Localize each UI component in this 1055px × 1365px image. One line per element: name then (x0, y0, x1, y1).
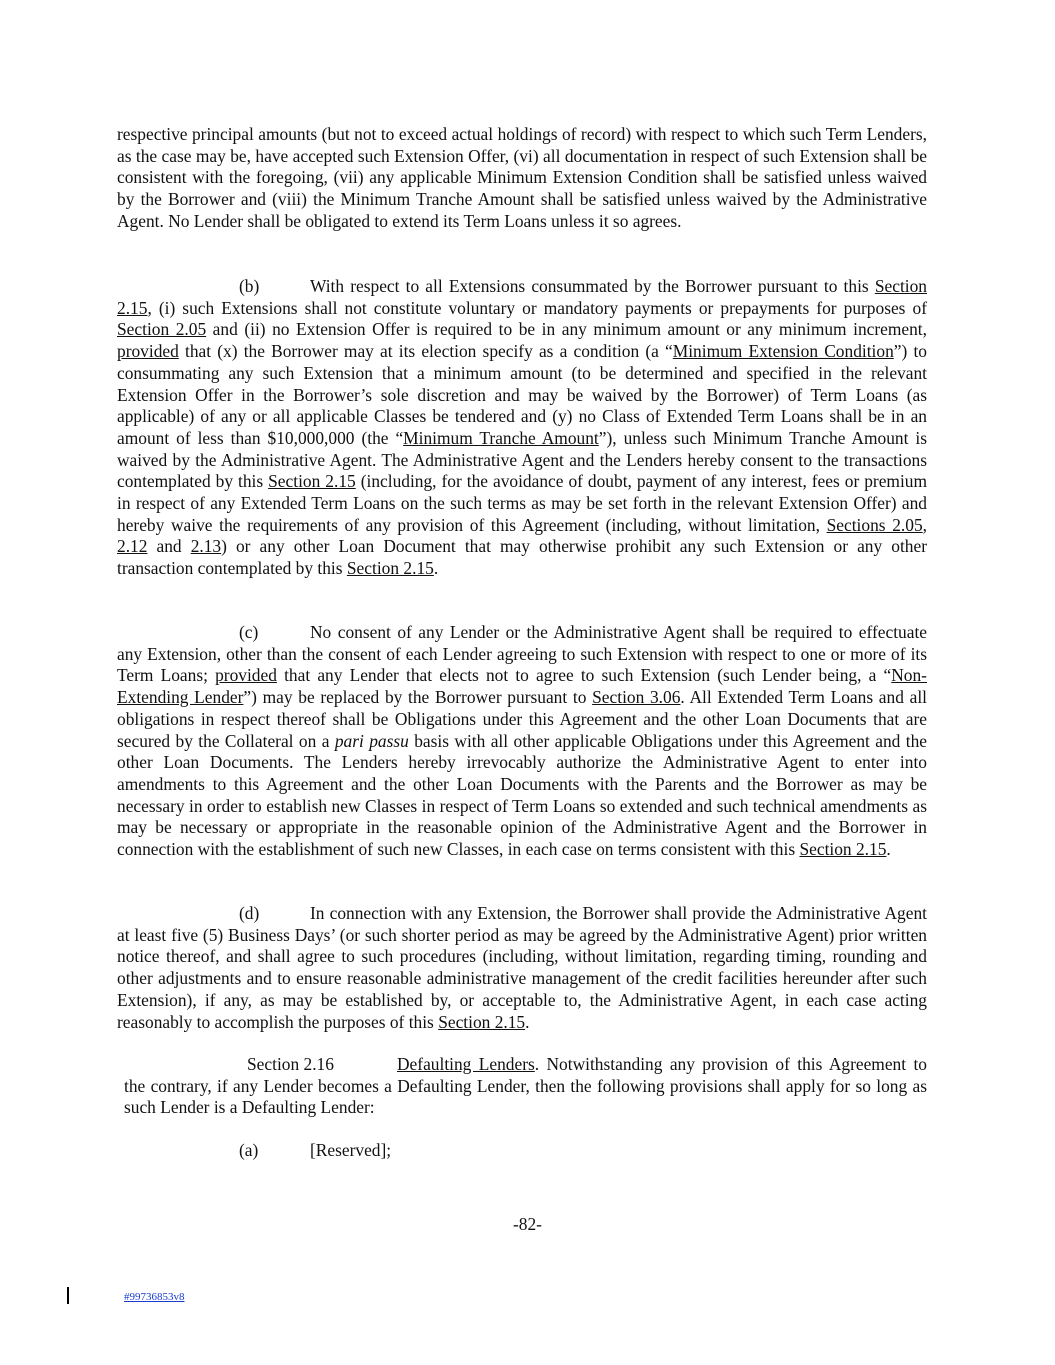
clause-label-c: (c) (239, 622, 259, 642)
defined-term: Non-Extending Lender (117, 665, 927, 708)
section-reference: Section 2.05 (117, 319, 207, 340)
paragraph-c: (c) No consent of any Lender or the Administrative Agent shall be required to effectuate any Extension, other than the consent of each Lender agreeing to such Extension with respect to one or more of its Term Loans; provided that any Lender that elects not to agree to such Extension (such Lender being, a “Non-Extending Lender”) may be replaced by the Borrower pursuant to Section 3.06. All Extended Term Loans and all obligations in respect thereof shall be Obligations under this Agreement and the other Loan Documents that are secured by the Collateral on a pari passu basis with all other applicable Obligations under this Agreement and the other Loan Documents. The Lenders hereby irrevocably authorize the Administrative Agent to enter into amendments to this Agreement and the other Loan Documents with the Parents and the Borrower as may be necessary in order to establish new Classes in respect of Term Loans so extended and such technical amendments as may be necessary or appropriate in the reasonable opinion of the Administrative Agent and the Borrower in connection with the establishment of such new Classes, in each case on terms consistent with this Section 2.15. (117, 622, 927, 860)
clause-label-b: (b) (239, 276, 260, 296)
italic-term: pari passu (334, 730, 409, 751)
defined-term: provided (117, 341, 179, 362)
section-2-16: Section 2.16 Defaulting Lenders. Notwithstanding any provision of this Agreement to the contrary, if any Lender becomes a Defaulting Lender, then the following provisions shall apply for so long as such Lender is a Defaulting Lender: (124, 1054, 927, 1118)
section-reference: 2.12 (117, 536, 148, 557)
page-number: -82- (513, 1214, 542, 1234)
section-reference: Section 2.15 (268, 471, 356, 492)
defined-term: Minimum Extension Condition (672, 341, 894, 362)
section-reference: 2.13 (190, 536, 222, 557)
defined-term: Minimum Tranche Amount (403, 427, 599, 448)
paragraph-b: (b) With respect to all Extensions consummated by the Borrower pursuant to this Section 2.15, (i) such Extensions shall not constitute voluntary or mandatory payments or prepayments for purposes of Section 2.05 and (ii) no Extension Offer is required to be in any minimum amount or any minimum increment, provided that (x) the Borrower may at its election specify as a condition (a “Minimum Extension Condition”) to consummating any such Extension that a minimum amount (to be determined and specified in the relevant Extension Offer in the Borrower’s sole discretion and may be waived by the Borrower) of Term Loans (as applicable) of any or all applicable Classes be tendered and (y) no Class of Extended Term Loans shall be in an amount of less than $10,000,000 (the “Minimum Tranche Amount”), unless such Minimum Tranche Amount is waived by the Administrative Agent. The Administrative Agent and the Lenders hereby consent to the transactions contemplated by this Section 2.15 (including, for the avoidance of doubt, payment of any interest, fees or premium in respect of any Extended Term Loans on the such terms as may be set forth in the relevant Extension Offer) and hereby waive the requirements of any provision of this Agreement (including, without limitation, Sections 2.05, 2.12 and 2.13) or any other Loan Document that may otherwise prohibit any such Extension or any other transaction contemplated by this Section 2.15. (117, 276, 928, 579)
paragraph-d: (d) In connection with any Extension, the Borrower shall provide the Administrative Agent at least five (5) Business Days’ (or such shorter period as may be agreed by the Administrative Agent) prior written notice thereof, and shall agree to such procedures (including, without limitation, regarding timing, rounding and other adjustments and to ensure reasonable administrative management of the credit facilities hereunder after such Extension), if any, as may be established by, or acceptable to, the Administrative Agent, in each case acting reasonably to accomplish the purposes of this Section 2.15. (117, 903, 927, 1032)
section-title: Defaulting Lenders (397, 1054, 535, 1074)
paragraph-continuation (117, 124, 927, 233)
section-reference: Section 2.15 (117, 276, 927, 318)
section-reference: Section 2.15 (799, 839, 887, 860)
document-id-link[interactable]: #99736853v8 (124, 1291, 185, 1303)
clause-label-d: (d) (239, 903, 260, 923)
revision-bar (67, 1287, 69, 1304)
defined-term: provided (215, 665, 277, 686)
section-reference: Sections 2.05 (826, 514, 923, 535)
section-number: Section 2.16 (247, 1054, 334, 1074)
paragraph-text: respective principal amounts (but not to exceed actual holdings of record) with respect to which such Term Lenders, as the case may be, have accepted such Extension Offer, (vi) all documentation in respect of such Extension shall be consistent with the foregoing, (vii) any applicable Minimum Extension Condition shall be satisfied unless waived by the Borrower and (viii) the Minimum Tranche Amount shall be satisfied unless waived by the Administrative Agent. No Lender shall be obligated to extend its Term Loans unless it so agrees. (117, 124, 927, 231)
section-reference: Section 2.15 (346, 558, 434, 579)
clause-label-a: (a) (239, 1140, 259, 1160)
section-reference: Section 2.15 (438, 1011, 526, 1032)
paragraph-a: (a) [Reserved]; (239, 1140, 392, 1160)
section-reference: Section 3.06 (592, 687, 681, 708)
